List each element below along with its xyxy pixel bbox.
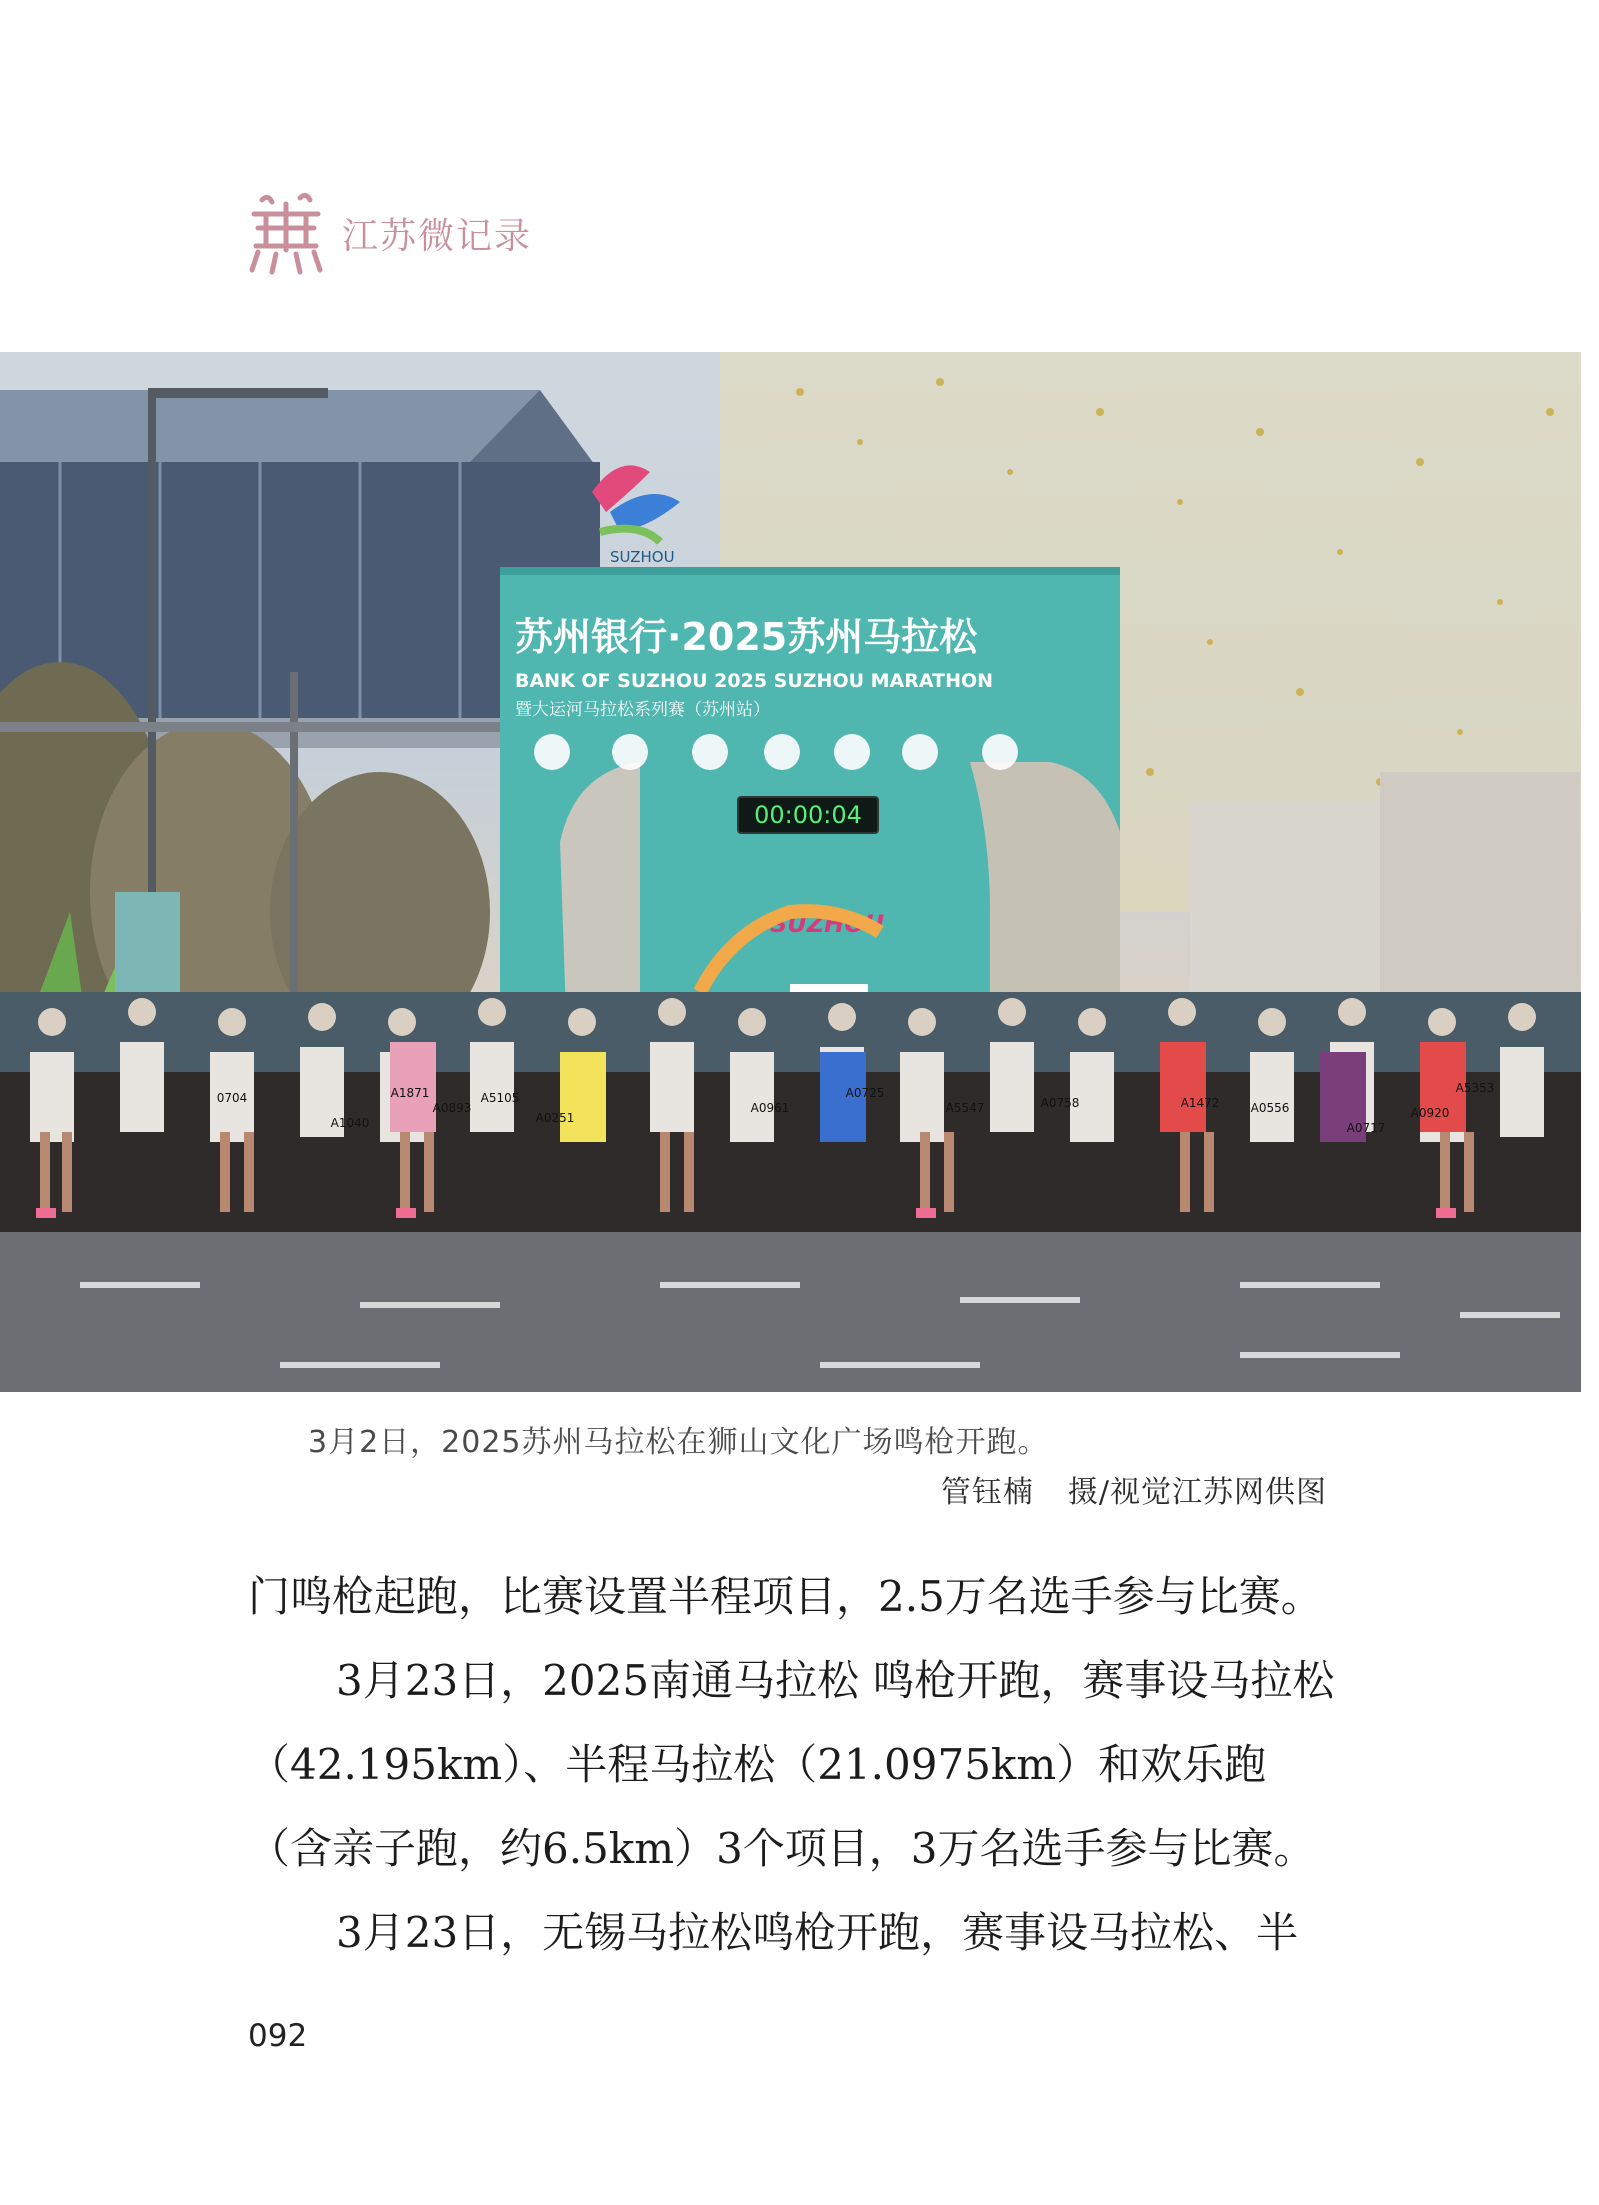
- bib-number: A0920: [1410, 1106, 1450, 1120]
- bib-number: A0961: [750, 1101, 790, 1115]
- photographer-name: 管钰楠: [940, 1475, 1034, 1510]
- bib-number: A0717: [1346, 1121, 1386, 1135]
- race-timer: 00:00:04: [754, 801, 862, 829]
- marathon-photo: [0, 352, 1581, 1392]
- bib-number: A1871: [390, 1086, 430, 1100]
- arch-logo-text: SUZHOU: [770, 910, 885, 938]
- bib-number: A0758: [1040, 1096, 1080, 1110]
- bib-number: A0893: [432, 1101, 472, 1115]
- bib-number: A5105: [480, 1091, 520, 1105]
- section-title: 江苏微记录: [342, 215, 533, 257]
- arch-title-cn: 苏州银行·2025苏州马拉松: [515, 615, 978, 659]
- page-number: 092: [248, 2018, 308, 2054]
- bib-number: 0704: [216, 1091, 248, 1105]
- bib-number: A1472: [1180, 1096, 1220, 1110]
- page-header: [248, 188, 532, 278]
- bib-number: A0556: [1250, 1101, 1290, 1115]
- body-paragraph: 3月23日，2025南通马拉松 鸣枪开跑，赛事设马拉松（42.195km）、半程马拉松（21.0975km）和欢乐跑（含亲子跑，约6.5km）3个项目，3万名选手参与比赛。: [248, 1656, 1335, 1873]
- bib-number: A5547: [945, 1101, 985, 1115]
- article-body: [248, 1555, 1338, 1975]
- body-paragraph: 门鸣枪起跑，比赛设置半程项目，2.5万名选手参与比赛。: [248, 1572, 1323, 1621]
- photo-credit: [941, 1467, 1327, 1511]
- marathon-scene: [0, 352, 1581, 1392]
- body-paragraph: 3月23日，无锡马拉松鸣枪开跑，赛事设马拉松、半: [336, 1908, 1299, 1957]
- bib-number: A0725: [845, 1086, 885, 1100]
- bib-number: A1040: [330, 1116, 370, 1130]
- photo-source: 摄/视觉江苏网供图: [1067, 1475, 1327, 1510]
- bib-number: A0251: [535, 1111, 575, 1125]
- decorative-chinese-character-icon: [248, 190, 324, 276]
- bib-number: A5353: [1455, 1081, 1495, 1095]
- photo-caption: 3月2日，2025苏州马拉松在狮山文化广场鸣枪开跑。: [308, 1425, 1049, 1460]
- arch-subtitle: 暨大运河马拉松系列赛（苏州站）: [515, 700, 770, 720]
- arch-title-en: BANK OF SUZHOU 2025 SUZHOU MARATHON: [515, 670, 994, 692]
- top-logo-text: SUZHOU: [610, 548, 675, 566]
